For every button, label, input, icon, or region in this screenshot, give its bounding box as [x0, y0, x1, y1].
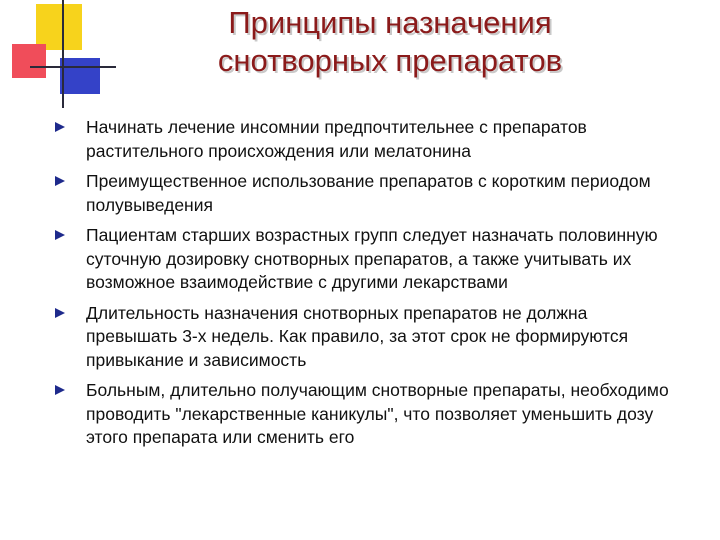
decor-horizontal-line [30, 66, 116, 68]
bullet-arrow-icon [55, 230, 65, 240]
bullet-item-1 [86, 116, 676, 163]
slide-title-line-2: снотворных препаратов [217, 43, 563, 78]
bullet-arrow-icon [55, 176, 65, 186]
bullet-text: Длительность назначения снотворных препаратов не должна превышать 3-х недель. Как правило, за этот срок не формируются привыкание и зависимость [86, 302, 629, 370]
decor-red-square [12, 44, 46, 78]
bullet-arrow-icon [55, 122, 65, 132]
bullet-text: Пациентам старших возрастных групп следует назначать половинную суточную дозировку снотворных препаратов, а также учитывать их возможное взаимодействие с другими лекарствами [86, 225, 658, 292]
bullet-item-5 [86, 379, 676, 450]
slide-title [120, 4, 660, 80]
bullet-text: Больным, длительно получающим снотворные препараты, необходимо проводить "лекарственные каникулы", что позволяет уменьшить дозу этого препарата или сменить его [86, 380, 669, 447]
decor-blue-square [60, 58, 100, 94]
bullet-arrow-icon [55, 385, 65, 395]
bullet-text: Преимущественное использование препаратов с коротким периодом полувыведения [86, 171, 651, 215]
bullet-list [86, 116, 676, 457]
bullet-item-4 [86, 302, 676, 373]
bullet-text: Начинать лечение инсомнии предпочтительнее с препаратов растительного происхождения или мелатонина [86, 117, 587, 161]
bullet-item-3 [86, 224, 676, 295]
slide-title-line-1: Принципы назначения [228, 5, 552, 40]
bullet-item-2 [86, 170, 676, 217]
bullet-arrow-icon [55, 308, 65, 318]
decor-vertical-line [62, 0, 64, 108]
